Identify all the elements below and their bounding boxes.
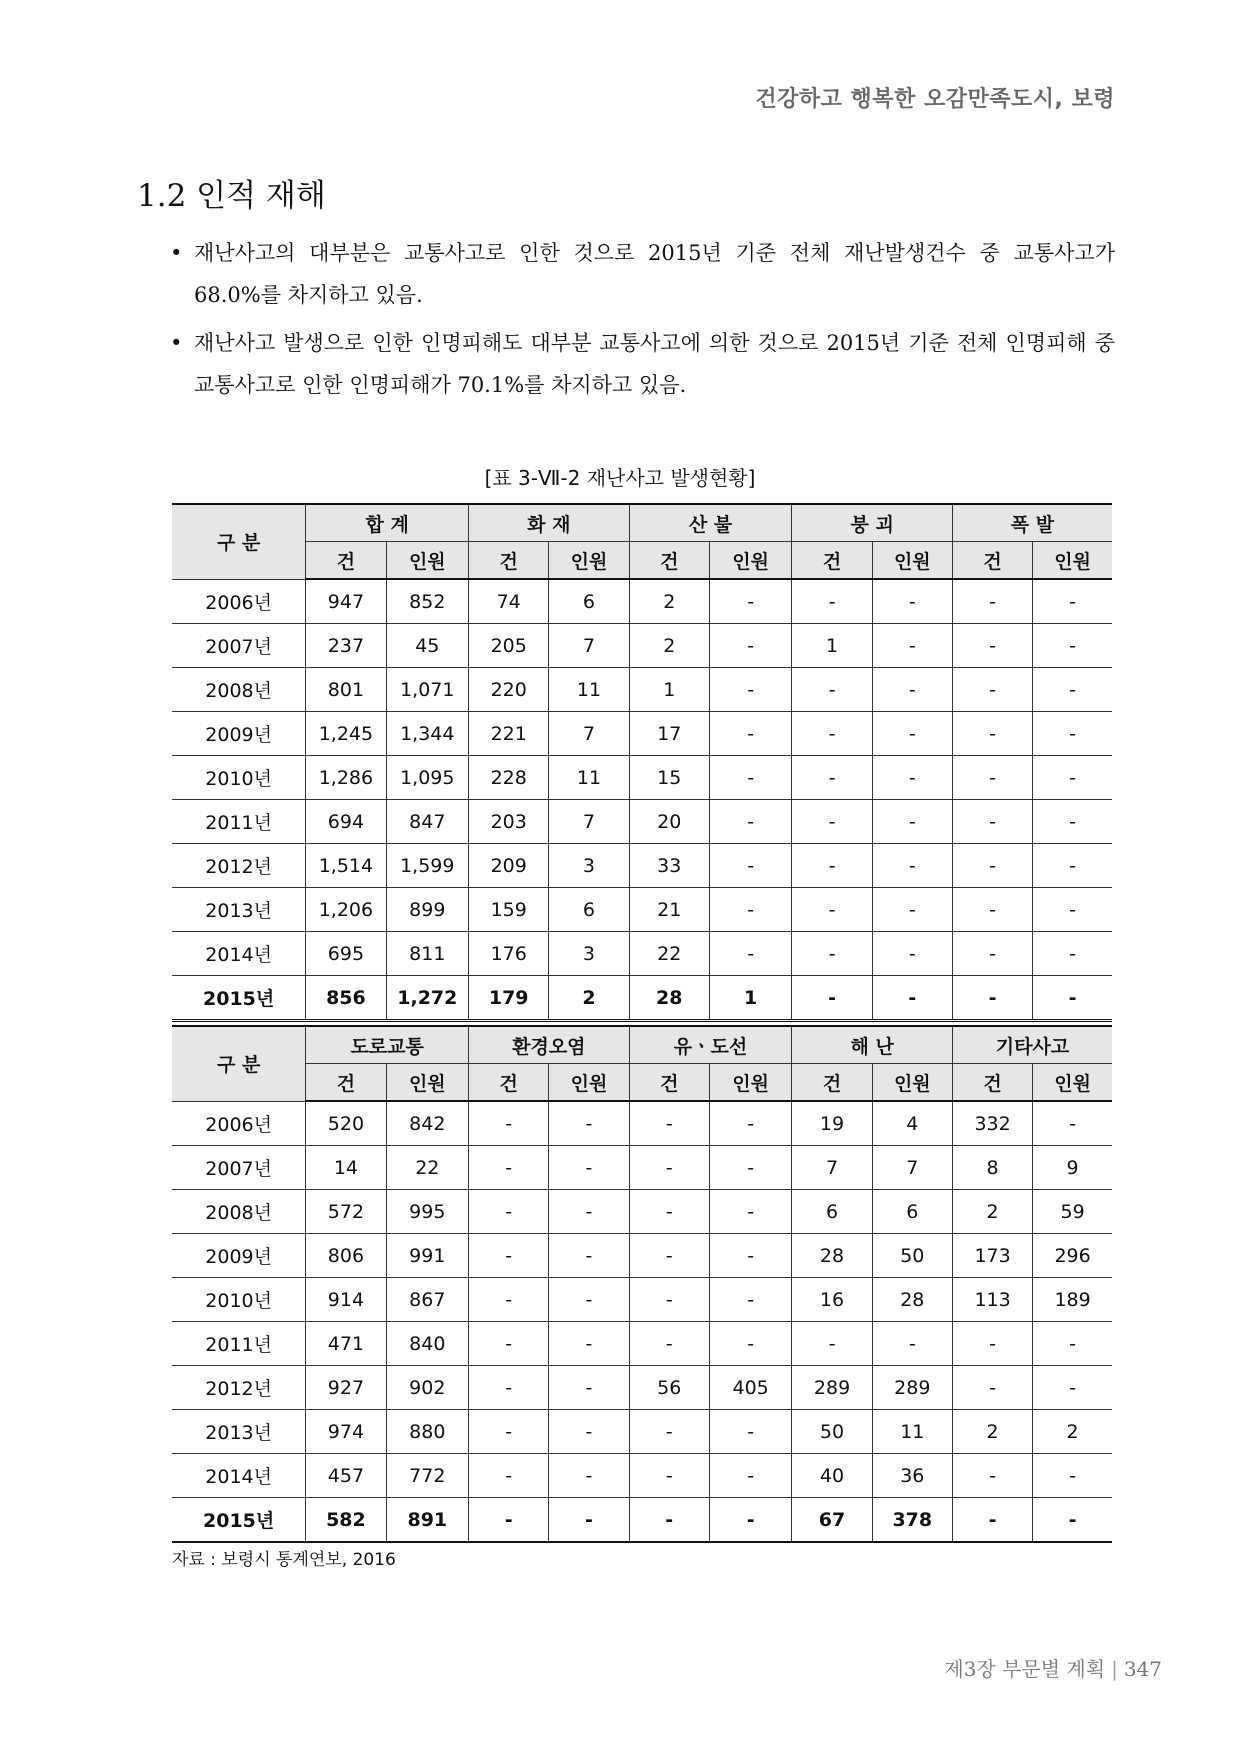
group-header: 기타사고	[952, 1026, 1112, 1064]
table-cell: 237	[306, 624, 386, 668]
row-year: 2009년	[172, 712, 306, 756]
table-cell: -	[629, 1454, 709, 1498]
table-cell: 19	[792, 1101, 872, 1146]
row-year: 2015년	[172, 976, 306, 1021]
section-title: 1.2 인적 재해	[137, 178, 326, 214]
table-cell: -	[709, 712, 792, 756]
table-cell: 20	[629, 800, 709, 844]
table-cell: 1	[792, 624, 872, 668]
sub-header-people: 인원	[872, 542, 952, 580]
table-cell: -	[1033, 1322, 1112, 1366]
table-cell: -	[549, 1366, 629, 1410]
table-cell: 176	[469, 932, 549, 976]
table-cell: -	[792, 932, 872, 976]
sub-header-count: 건	[792, 1064, 872, 1102]
table-cell: 40	[792, 1454, 872, 1498]
table-cell: 457	[306, 1454, 386, 1498]
table-cell: -	[469, 1498, 549, 1543]
table-cell: -	[709, 1278, 792, 1322]
table-cell: -	[792, 844, 872, 888]
table-cell: -	[872, 668, 952, 712]
table-cell: -	[469, 1454, 549, 1498]
table-cell: 1,599	[386, 844, 469, 888]
table-cell: -	[549, 1146, 629, 1190]
table-cell: 974	[306, 1410, 386, 1454]
table-row	[172, 1322, 1112, 1366]
table-cell: 11	[872, 1410, 952, 1454]
table-cell: 7	[549, 800, 629, 844]
sub-header-count: 건	[306, 1064, 386, 1102]
table-cell: 947	[306, 579, 386, 624]
bullet-item	[170, 232, 1115, 316]
sub-header-people: 인원	[386, 542, 469, 580]
table-cell: 159	[469, 888, 549, 932]
data-table	[172, 1025, 1112, 1543]
table-cell: 2	[629, 624, 709, 668]
table-cell: -	[792, 712, 872, 756]
table-cell: -	[549, 1410, 629, 1454]
row-year: 2010년	[172, 756, 306, 800]
table-cell: -	[952, 1498, 1032, 1543]
table-cell: 74	[469, 579, 549, 624]
bullet-icon: •	[170, 331, 183, 355]
table-cell: 21	[629, 888, 709, 932]
table-cell: -	[1033, 624, 1112, 668]
table-cell: -	[709, 1498, 792, 1543]
table-cell: 203	[469, 800, 549, 844]
table-cell: 1,514	[306, 844, 386, 888]
table-cell: 7	[549, 624, 629, 668]
table-cell: -	[1033, 1101, 1112, 1146]
table-cell: 221	[469, 712, 549, 756]
table-cell: 856	[306, 976, 386, 1021]
page-footer	[944, 1653, 1162, 1682]
table-cell: -	[952, 624, 1032, 668]
table-row	[172, 1146, 1112, 1190]
row-year: 2010년	[172, 1278, 306, 1322]
table-cell: -	[709, 932, 792, 976]
sub-header-people: 인원	[1033, 542, 1112, 580]
table-cell: 2	[1033, 1410, 1112, 1454]
table-cell: -	[1033, 800, 1112, 844]
sub-header-count: 건	[306, 542, 386, 580]
table-cell: -	[549, 1454, 629, 1498]
sub-header-people: 인원	[872, 1064, 952, 1102]
table-cell: 995	[386, 1190, 469, 1234]
table-cell: -	[872, 888, 952, 932]
sub-header-count: 건	[629, 1064, 709, 1102]
table-cell: 205	[469, 624, 549, 668]
sub-header-count: 건	[952, 1064, 1032, 1102]
row-year: 2013년	[172, 888, 306, 932]
table-cell: -	[549, 1101, 629, 1146]
table-row	[172, 668, 1112, 712]
running-header: 건강하고 행복한 오감만족도시, 보령	[755, 87, 1115, 112]
table-row	[172, 1498, 1112, 1543]
table-cell: -	[469, 1278, 549, 1322]
table-cell: -	[872, 579, 952, 624]
table-cell: 852	[386, 579, 469, 624]
table-cell: -	[709, 1410, 792, 1454]
sub-header-people: 인원	[1033, 1064, 1112, 1102]
table-cell: 572	[306, 1190, 386, 1234]
table-cell: -	[709, 756, 792, 800]
table-cell: 179	[469, 976, 549, 1021]
table-cell: -	[629, 1410, 709, 1454]
table-cell: -	[629, 1190, 709, 1234]
row-year: 2006년	[172, 1101, 306, 1146]
table-cell: 332	[952, 1101, 1032, 1146]
table-row	[172, 932, 1112, 976]
table-cell: -	[872, 844, 952, 888]
table-row	[172, 624, 1112, 668]
table-cell: 582	[306, 1498, 386, 1543]
table-cell: -	[792, 579, 872, 624]
table-cell: -	[709, 888, 792, 932]
group-header: 합 계	[306, 504, 469, 542]
table-cell: 11	[549, 668, 629, 712]
table-cell: -	[629, 1322, 709, 1366]
table-row	[172, 1410, 1112, 1454]
table-cell: -	[792, 976, 872, 1021]
bullet-list	[170, 232, 1115, 412]
table-cell: -	[1033, 976, 1112, 1021]
sub-header-people: 인원	[709, 542, 792, 580]
table-cell: 1	[709, 976, 792, 1021]
table-cell: 1,272	[386, 976, 469, 1021]
table-row	[172, 976, 1112, 1021]
table-cell: -	[709, 1190, 792, 1234]
table-cell: -	[952, 800, 1032, 844]
table-cell: -	[792, 1322, 872, 1366]
table-cell: 7	[549, 712, 629, 756]
table-cell: -	[872, 756, 952, 800]
table-cell: -	[709, 844, 792, 888]
table-cell: 289	[872, 1366, 952, 1410]
table-cell: 7	[872, 1146, 952, 1190]
table-cell: 867	[386, 1278, 469, 1322]
table-cell: 2	[952, 1190, 1032, 1234]
table-cell: 2	[952, 1410, 1032, 1454]
table-cell: 289	[792, 1366, 872, 1410]
row-year: 2009년	[172, 1234, 306, 1278]
table-cell: 927	[306, 1366, 386, 1410]
sub-header-count: 건	[629, 542, 709, 580]
table-cell: -	[952, 976, 1032, 1021]
table-row	[172, 844, 1112, 888]
table-cell: -	[709, 1101, 792, 1146]
bullet-item	[170, 322, 1115, 406]
row-year: 2012년	[172, 844, 306, 888]
disaster-table-2	[172, 1025, 1112, 1543]
table-cell: -	[952, 932, 1032, 976]
bullet-icon: •	[170, 241, 183, 265]
table-cell: 56	[629, 1366, 709, 1410]
table-cell: -	[872, 712, 952, 756]
table-cell: -	[709, 1454, 792, 1498]
table-cell: 891	[386, 1498, 469, 1543]
table-cell: -	[1033, 756, 1112, 800]
table-cell: -	[952, 888, 1032, 932]
table-cell: -	[1033, 668, 1112, 712]
table-cell: 45	[386, 624, 469, 668]
table-cell: -	[549, 1498, 629, 1543]
table-cell: 59	[1033, 1190, 1112, 1234]
disaster-table-1	[172, 503, 1112, 1022]
table-cell: 847	[386, 800, 469, 844]
table-cell: -	[1033, 1366, 1112, 1410]
row-year: 2011년	[172, 1322, 306, 1366]
table-cell: 50	[872, 1234, 952, 1278]
table-cell: 991	[386, 1234, 469, 1278]
table-cell: -	[709, 668, 792, 712]
table-cell: 17	[629, 712, 709, 756]
table-cell: 772	[386, 1454, 469, 1498]
sub-header-count: 건	[792, 542, 872, 580]
sub-header-count: 건	[469, 1064, 549, 1102]
table-cell: -	[549, 1234, 629, 1278]
table-row	[172, 1101, 1112, 1146]
footer-separator: |	[1111, 1657, 1118, 1681]
table-cell: -	[952, 712, 1032, 756]
table-row	[172, 1366, 1112, 1410]
table-cell: -	[709, 579, 792, 624]
sub-header-people: 인원	[549, 1064, 629, 1102]
table-cell: -	[629, 1101, 709, 1146]
table-row	[172, 712, 1112, 756]
table-cell: -	[872, 976, 952, 1021]
table-cell: -	[872, 932, 952, 976]
table-cell: -	[952, 579, 1032, 624]
table-row	[172, 800, 1112, 844]
table-cell: -	[1033, 1454, 1112, 1498]
table-cell: -	[1033, 932, 1112, 976]
table-cell: 811	[386, 932, 469, 976]
table-cell: 880	[386, 1410, 469, 1454]
table-cell: 1,206	[306, 888, 386, 932]
table-cell: -	[792, 800, 872, 844]
table-cell: -	[1033, 579, 1112, 624]
table-cell: -	[709, 624, 792, 668]
table-cell: 296	[1033, 1234, 1112, 1278]
table-cell: -	[709, 1322, 792, 1366]
table-cell: 189	[1033, 1278, 1112, 1322]
table-cell: -	[709, 800, 792, 844]
table-cell: 209	[469, 844, 549, 888]
source-note: 자료 : 보령시 통계연보, 2016	[172, 1550, 396, 1570]
table-cell: 6	[549, 888, 629, 932]
table-row	[172, 888, 1112, 932]
table-cell: 695	[306, 932, 386, 976]
table-cell: 7	[792, 1146, 872, 1190]
table-cell: 520	[306, 1101, 386, 1146]
group-header: 해 난	[792, 1026, 953, 1064]
table-cell: 3	[549, 844, 629, 888]
table-cell: 33	[629, 844, 709, 888]
table-cell: 6	[872, 1190, 952, 1234]
table-cell: 22	[629, 932, 709, 976]
group-header: 도로교통	[306, 1026, 469, 1064]
table-cell: 67	[792, 1498, 872, 1543]
table-cell: -	[469, 1101, 549, 1146]
table-cell: -	[629, 1234, 709, 1278]
sub-header-people: 인원	[709, 1064, 792, 1102]
table-cell: -	[469, 1146, 549, 1190]
table-cell: -	[1033, 1498, 1112, 1543]
table-cell: -	[1033, 712, 1112, 756]
table-cell: 4	[872, 1101, 952, 1146]
row-year: 2015년	[172, 1498, 306, 1543]
table-cell: -	[469, 1366, 549, 1410]
table-caption: [표 3-Ⅶ-2 재난사고 발생현황]	[484, 466, 756, 490]
table-cell: -	[469, 1322, 549, 1366]
group-header: 폭 발	[952, 504, 1112, 542]
group-header: 유ㆍ도선	[629, 1026, 792, 1064]
table-cell: -	[792, 756, 872, 800]
group-header: 화 재	[469, 504, 630, 542]
table-cell: -	[1033, 888, 1112, 932]
table-cell: 22	[386, 1146, 469, 1190]
sub-header-people: 인원	[549, 542, 629, 580]
table-row	[172, 756, 1112, 800]
table-cell: 28	[792, 1234, 872, 1278]
table-cell: -	[952, 1366, 1032, 1410]
table-body	[172, 1101, 1112, 1542]
table-cell: -	[872, 800, 952, 844]
table-cell: 378	[872, 1498, 952, 1543]
table-cell: 1,286	[306, 756, 386, 800]
table-cell: 899	[386, 888, 469, 932]
table-cell: 902	[386, 1366, 469, 1410]
group-header: 붕 괴	[792, 504, 953, 542]
table-row	[172, 1454, 1112, 1498]
table-cell: 914	[306, 1278, 386, 1322]
sub-header-count: 건	[469, 542, 549, 580]
table-cell: 801	[306, 668, 386, 712]
sub-header-people: 인원	[386, 1064, 469, 1102]
table-cell: 2	[549, 976, 629, 1021]
table-cell: 16	[792, 1278, 872, 1322]
table-cell: 2	[629, 579, 709, 624]
row-year: 2014년	[172, 932, 306, 976]
table-cell: -	[872, 1322, 952, 1366]
table-row	[172, 1278, 1112, 1322]
table-cell: 1	[629, 668, 709, 712]
table-cell: 842	[386, 1101, 469, 1146]
table-cell: -	[1033, 844, 1112, 888]
row-year: 2008년	[172, 1190, 306, 1234]
table-cell: 28	[629, 976, 709, 1021]
group-header: 산 불	[629, 504, 792, 542]
row-year: 2007년	[172, 1146, 306, 1190]
table-cell: -	[952, 756, 1032, 800]
table-cell: -	[709, 1234, 792, 1278]
table-body	[172, 579, 1112, 1021]
table-row	[172, 1234, 1112, 1278]
table-cell: 1,344	[386, 712, 469, 756]
table-cell: 6	[549, 579, 629, 624]
table-cell: -	[872, 624, 952, 668]
table-cell: 36	[872, 1454, 952, 1498]
table-cell: 806	[306, 1234, 386, 1278]
table-cell: -	[469, 1234, 549, 1278]
table-corner-header: 구 분	[172, 504, 306, 579]
table-cell: -	[952, 1322, 1032, 1366]
data-table	[172, 503, 1112, 1022]
table-cell: -	[792, 668, 872, 712]
table-cell: 3	[549, 932, 629, 976]
table-cell: 14	[306, 1146, 386, 1190]
table-cell: 1,245	[306, 712, 386, 756]
row-year: 2013년	[172, 1410, 306, 1454]
row-year: 2006년	[172, 579, 306, 624]
table-cell: -	[469, 1410, 549, 1454]
table-cell: 1,095	[386, 756, 469, 800]
table-cell: 1,071	[386, 668, 469, 712]
table-cell: -	[952, 1454, 1032, 1498]
table-cell: 228	[469, 756, 549, 800]
table-cell: -	[629, 1498, 709, 1543]
table-row	[172, 579, 1112, 624]
row-year: 2008년	[172, 668, 306, 712]
group-header: 환경오염	[469, 1026, 630, 1064]
table-cell: -	[629, 1146, 709, 1190]
page-number: 347	[1123, 1657, 1162, 1681]
table-cell: -	[629, 1278, 709, 1322]
table-cell: 9	[1033, 1146, 1112, 1190]
table-cell: 8	[952, 1146, 1032, 1190]
table-corner-header: 구 분	[172, 1026, 306, 1101]
table-cell: 840	[386, 1322, 469, 1366]
table-cell: 28	[872, 1278, 952, 1322]
table-cell: 220	[469, 668, 549, 712]
chapter-label: 제3장 부문별 계획	[944, 1657, 1106, 1681]
bullet-text: 재난사고의 대부분은 교통사고로 인한 것으로 2015년 기준 전체 재난발생건수 중 교통사고가 68.0%를 차지하고 있음.	[194, 241, 1115, 307]
table-cell: -	[709, 1146, 792, 1190]
table-cell: 15	[629, 756, 709, 800]
table-cell: 471	[306, 1322, 386, 1366]
table-cell: 11	[549, 756, 629, 800]
table-cell: -	[952, 844, 1032, 888]
table-cell: -	[549, 1278, 629, 1322]
row-year: 2012년	[172, 1366, 306, 1410]
table-cell: -	[549, 1322, 629, 1366]
row-year: 2007년	[172, 624, 306, 668]
table-cell: 113	[952, 1278, 1032, 1322]
table-cell: -	[549, 1190, 629, 1234]
bullet-text: 재난사고 발생으로 인한 인명피해도 대부분 교통사고에 의한 것으로 2015년 기준 전체 인명피해 중 교통사고로 인한 인명피해가 70.1%를 차지하고 있음.	[194, 331, 1115, 397]
table-cell: 405	[709, 1366, 792, 1410]
table-cell: 694	[306, 800, 386, 844]
row-year: 2014년	[172, 1454, 306, 1498]
table-cell: -	[952, 668, 1032, 712]
sub-header-count: 건	[952, 542, 1032, 580]
row-year: 2011년	[172, 800, 306, 844]
table-cell: 173	[952, 1234, 1032, 1278]
table-cell: -	[792, 888, 872, 932]
table-cell: -	[469, 1190, 549, 1234]
table-row	[172, 1190, 1112, 1234]
table-cell: 6	[792, 1190, 872, 1234]
table-cell: 50	[792, 1410, 872, 1454]
